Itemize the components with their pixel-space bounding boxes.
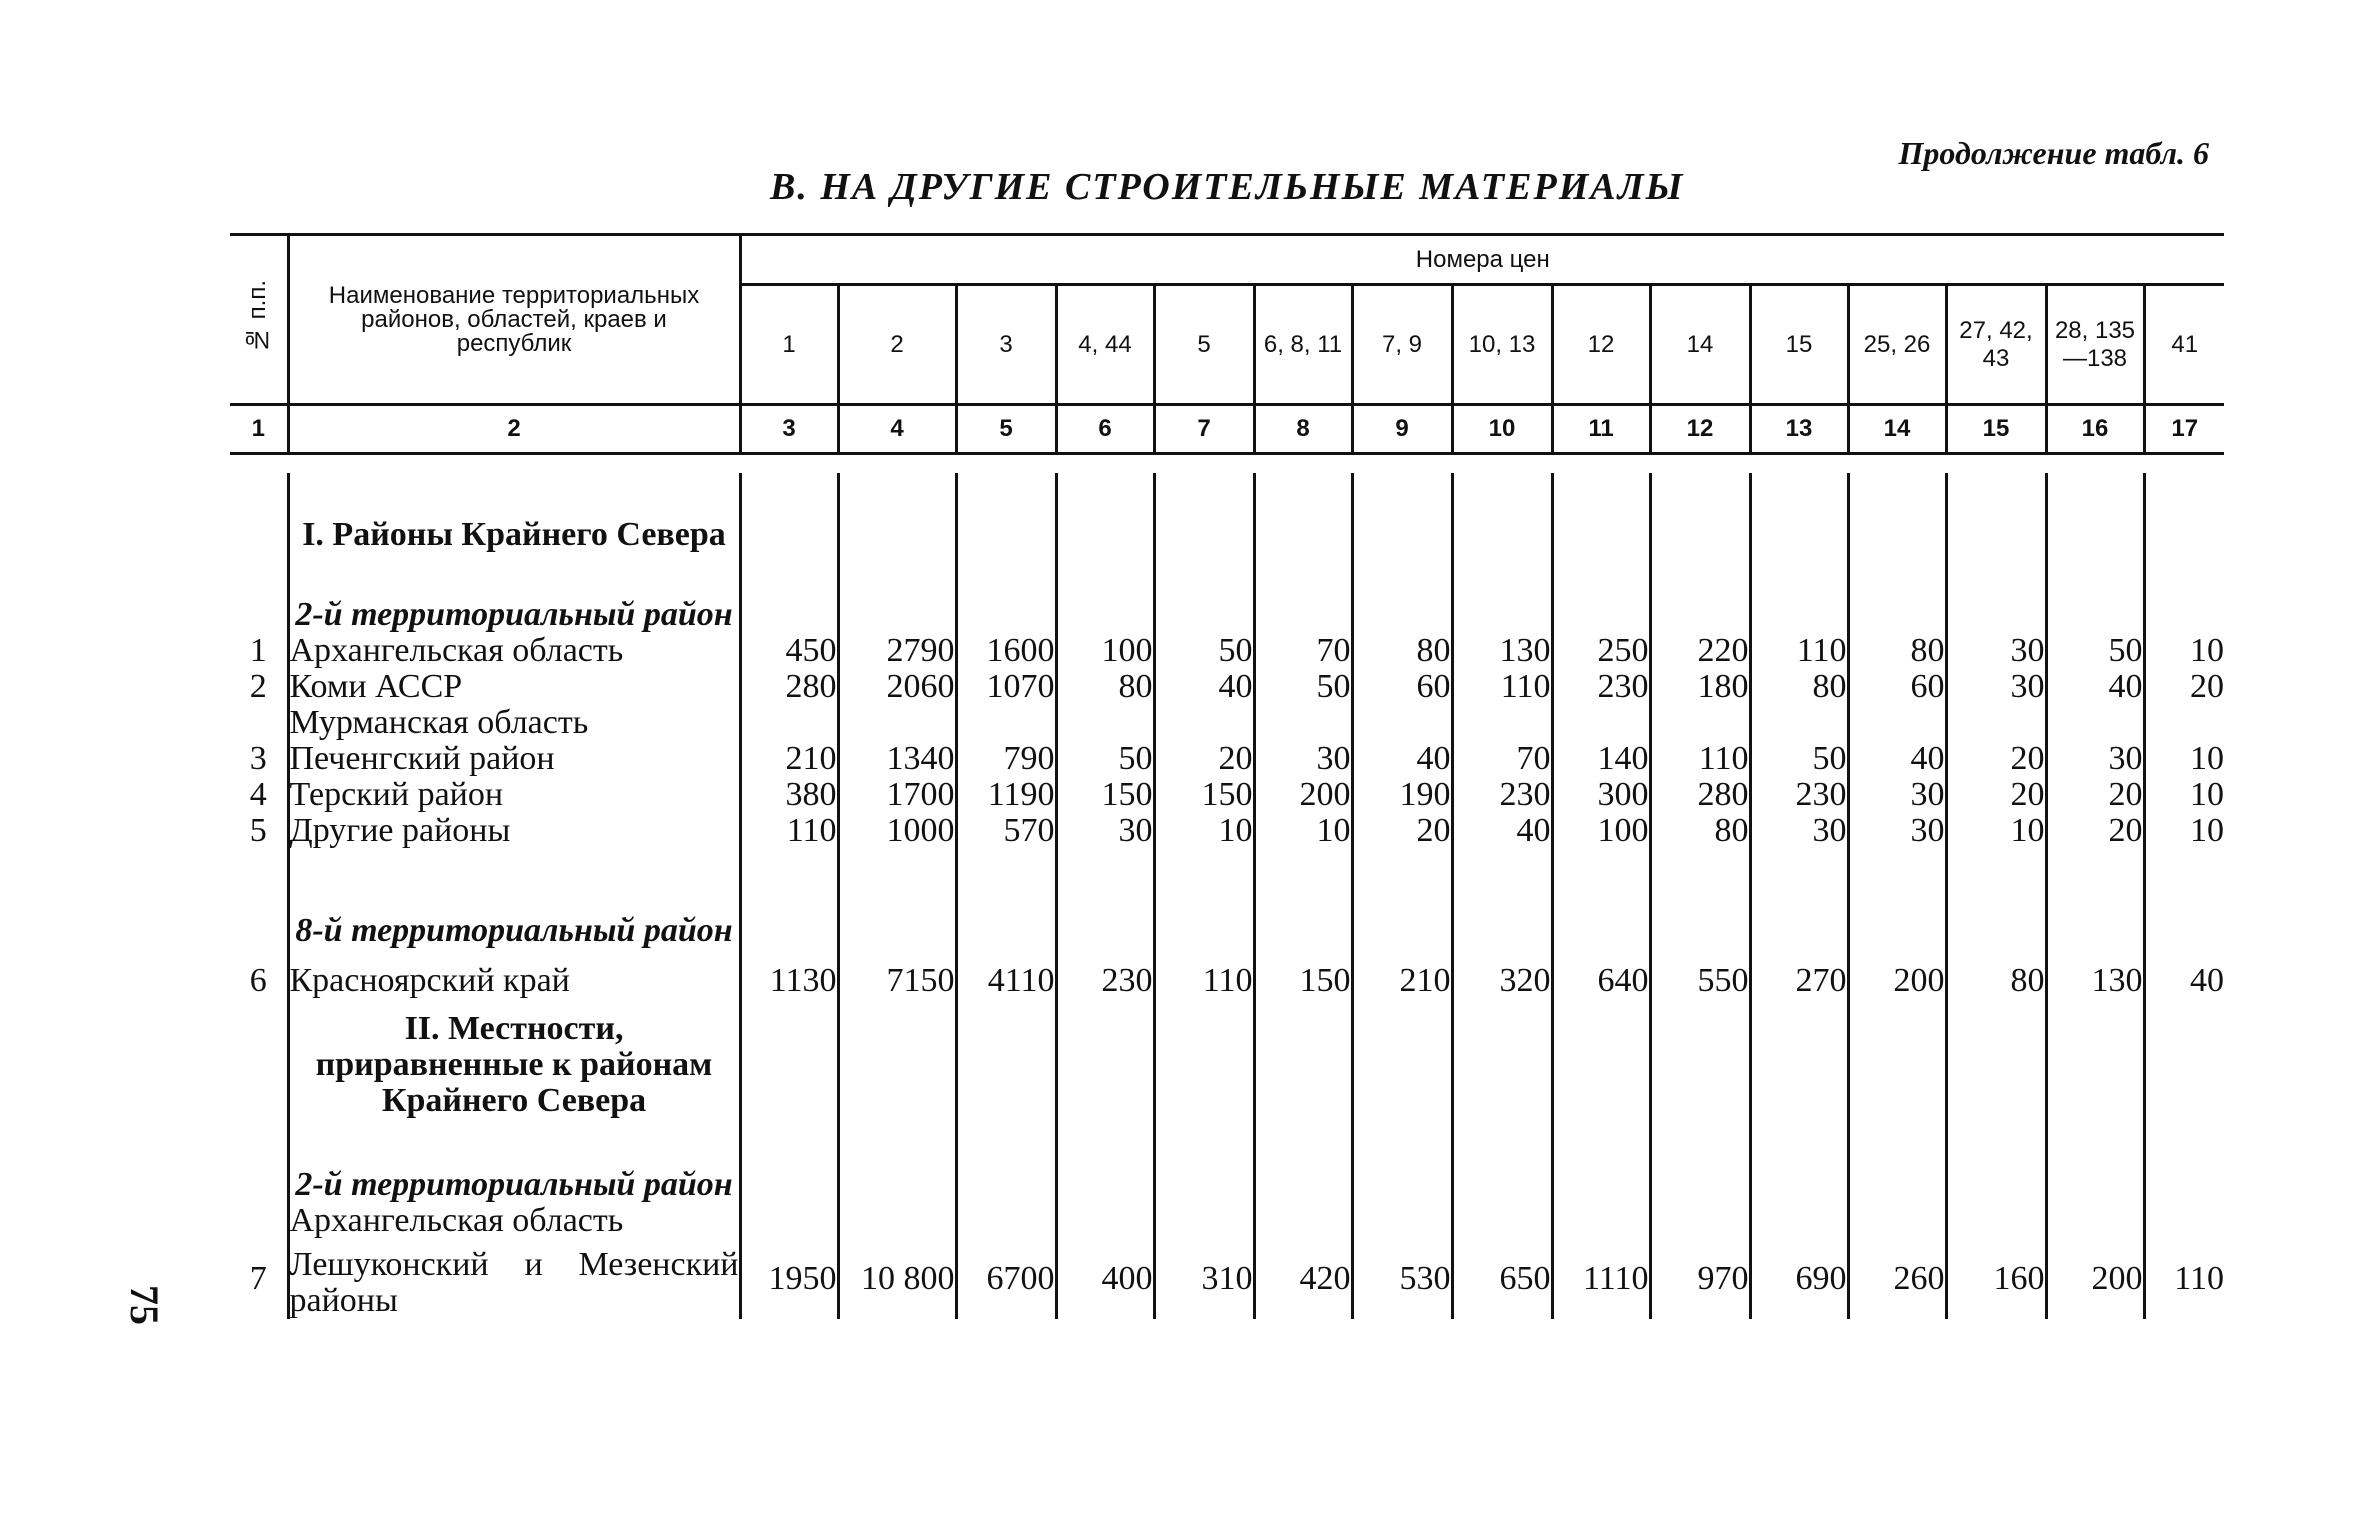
col-name-header: Наименование территориальных районов, областей, краев и республик: [288, 235, 740, 405]
col-number: 16: [2046, 405, 2144, 454]
price-cell: 10: [1946, 813, 2046, 849]
region-group-label: Архангельская область: [288, 1203, 740, 1239]
region-name: Лешуконский и Мезенский районы: [288, 1239, 740, 1319]
table-row: [230, 777, 2224, 813]
price-col-header: 27, 42, 43: [1946, 285, 2046, 405]
price-cell: 80: [1848, 633, 1946, 669]
price-cell: 40: [1452, 813, 1552, 849]
price-cell: 80: [1946, 949, 2046, 999]
col-number: 14: [1848, 405, 1946, 454]
section-row: [230, 473, 2224, 553]
price-cell: 230: [1452, 777, 1552, 813]
price-cell: 140: [1552, 741, 1650, 777]
price-cell: 250: [1552, 633, 1650, 669]
group-label-row: [230, 705, 2224, 741]
price-cell: 50: [1254, 669, 1352, 705]
price-cell: 200: [1848, 949, 1946, 999]
price-cell: 80: [1352, 633, 1452, 669]
col-number: 5: [956, 405, 1056, 454]
price-cell: 1190: [956, 777, 1056, 813]
price-cell: 150: [1056, 777, 1154, 813]
price-cell: 300: [1552, 777, 1650, 813]
col-number: 2: [288, 405, 740, 454]
price-cell: 210: [740, 741, 838, 777]
subsection-heading: 2-й территориальный район: [288, 1119, 740, 1203]
price-cell: 230: [1750, 777, 1848, 813]
col-number: 3: [740, 405, 838, 454]
price-cell: 150: [1154, 777, 1254, 813]
price-cell: 210: [1352, 949, 1452, 999]
price-cell: 310: [1154, 1239, 1254, 1319]
table-row: [230, 633, 2224, 669]
region-name: Терский район: [288, 777, 740, 813]
region-name: Архангельская область: [288, 633, 740, 669]
price-cell: 40: [1154, 669, 1254, 705]
price-cell: 180: [1650, 669, 1750, 705]
price-cell: 650: [1452, 1239, 1552, 1319]
price-cell: 80: [1650, 813, 1750, 849]
price-cell: 30: [1056, 813, 1154, 849]
price-cell: 50: [1056, 741, 1154, 777]
price-cell: 80: [1750, 669, 1848, 705]
price-cell: 110: [1750, 633, 1848, 669]
price-col-header: 25, 26: [1848, 285, 1946, 405]
price-cell: 260: [1848, 1239, 1946, 1319]
price-col-header: 10, 13: [1452, 285, 1552, 405]
col-number: 4: [838, 405, 956, 454]
price-cell: 20: [1352, 813, 1452, 849]
subsection-row: [230, 849, 2224, 949]
price-cell: 550: [1650, 949, 1750, 999]
price-cell: 280: [1650, 777, 1750, 813]
price-cell: 190: [1352, 777, 1452, 813]
price-cell: 220: [1650, 633, 1750, 669]
price-cell: 30: [1750, 813, 1848, 849]
price-cell: 160: [1946, 1239, 2046, 1319]
subsection-heading: 8-й территориальный район: [288, 849, 740, 949]
price-cell: 30: [1946, 633, 2046, 669]
price-cell: 10: [1254, 813, 1352, 849]
price-cell: 2790: [838, 633, 956, 669]
price-cell: 40: [1848, 741, 1946, 777]
row-number: 1: [249, 632, 267, 669]
price-cell: 1000: [838, 813, 956, 849]
price-col-header: 41: [2144, 285, 2224, 405]
price-cell: 790: [956, 741, 1056, 777]
price-cell: 70: [1254, 633, 1352, 669]
price-cell: 110: [1154, 949, 1254, 999]
col-number: 11: [1552, 405, 1650, 454]
region-group-label: Мурманская область: [288, 705, 740, 741]
price-cell: 570: [956, 813, 1056, 849]
price-cell: 690: [1750, 1239, 1848, 1319]
table-row: [230, 1239, 2224, 1319]
col-number: 6: [1056, 405, 1154, 454]
price-cell: 100: [1056, 633, 1154, 669]
table-row: [230, 741, 2224, 777]
price-cell: 100: [1552, 813, 1650, 849]
region-name: Красноярский край: [288, 949, 740, 999]
subsection-row: [230, 553, 2224, 633]
col-number: 8: [1254, 405, 1352, 454]
region-name: Печенгский район: [288, 741, 740, 777]
col-number: 9: [1352, 405, 1452, 454]
table-row: [230, 669, 2224, 705]
price-cell: 10: [2144, 741, 2224, 777]
price-cell: 2060: [838, 669, 956, 705]
price-cell: 10: [2144, 777, 2224, 813]
price-col-header: 5: [1154, 285, 1254, 405]
row-number: 4: [249, 776, 267, 813]
price-cell: 4110: [956, 949, 1056, 999]
col-number: 13: [1750, 405, 1848, 454]
price-cell: 420: [1254, 1239, 1352, 1319]
price-cell: 1600: [956, 633, 1056, 669]
price-cell: 20: [1154, 741, 1254, 777]
table-title: В. НА ДРУГИЕ СТРОИТЕЛЬНЫЕ МАТЕРИАЛЫ: [770, 166, 1685, 208]
price-col-header: 28, 135—138: [2046, 285, 2144, 405]
price-cell: 30: [1848, 777, 1946, 813]
price-cell: 1070: [956, 669, 1056, 705]
price-cell: 30: [1946, 669, 2046, 705]
price-cell: 60: [1848, 669, 1946, 705]
price-table: [230, 233, 2224, 1319]
col-number: 10: [1452, 405, 1552, 454]
price-cell: 450: [740, 633, 838, 669]
price-cell: 40: [2144, 949, 2224, 999]
price-cell: 1950: [740, 1239, 838, 1319]
price-cell: 20: [2144, 669, 2224, 705]
price-cell: 80: [1056, 669, 1154, 705]
price-col-header: 4, 44: [1056, 285, 1154, 405]
price-cell: 640: [1552, 949, 1650, 999]
price-cell: 200: [2046, 1239, 2144, 1319]
price-cell: 1700: [838, 777, 956, 813]
price-col-header: 6, 8, 11: [1254, 285, 1352, 405]
price-cell: 400: [1056, 1239, 1154, 1319]
price-cell: 30: [1254, 741, 1352, 777]
price-cell: 110: [1452, 669, 1552, 705]
price-cell: 150: [1254, 949, 1352, 999]
price-cell: 20: [2046, 813, 2144, 849]
price-col-header: 7, 9: [1352, 285, 1452, 405]
section-row: [230, 999, 2224, 1119]
page-number: 75: [122, 1285, 167, 1325]
price-cell: 10: [2144, 813, 2224, 849]
price-cell: 6700: [956, 1239, 1056, 1319]
price-cell: 280: [740, 669, 838, 705]
price-cell: 110: [740, 813, 838, 849]
col-number: 7: [1154, 405, 1254, 454]
price-cell: 20: [1946, 741, 2046, 777]
price-cell: 970: [1650, 1239, 1750, 1319]
price-cell: 40: [2046, 669, 2144, 705]
price-cell: 130: [2046, 949, 2144, 999]
price-cell: 50: [1750, 741, 1848, 777]
price-col-header: 3: [956, 285, 1056, 405]
price-col-header: 12: [1552, 285, 1650, 405]
price-cell: 1110: [1552, 1239, 1650, 1319]
price-col-header: 1: [740, 285, 838, 405]
row-number: 7: [249, 1260, 267, 1297]
price-cell: 20: [2046, 777, 2144, 813]
price-cell: 60: [1352, 669, 1452, 705]
table-row: [230, 949, 2224, 999]
region-name: Другие районы: [288, 813, 740, 849]
price-cell: 20: [1946, 777, 2046, 813]
price-cell: 50: [1154, 633, 1254, 669]
table-row: [230, 813, 2224, 849]
price-cell: 230: [1552, 669, 1650, 705]
price-cell: 30: [1848, 813, 1946, 849]
price-cell: 110: [2144, 1239, 2224, 1319]
price-cell: 380: [740, 777, 838, 813]
price-cell: 110: [1650, 741, 1750, 777]
price-cell: 130: [1452, 633, 1552, 669]
price-cell: 1340: [838, 741, 956, 777]
col-number: 15: [1946, 405, 2046, 454]
col-number: 1: [230, 405, 288, 454]
price-cell: 230: [1056, 949, 1154, 999]
price-col-header: 14: [1650, 285, 1750, 405]
price-cell: 270: [1750, 949, 1848, 999]
price-cell: 40: [1352, 741, 1452, 777]
price-col-header: 2: [838, 285, 956, 405]
col-number: 12: [1650, 405, 1750, 454]
price-cell: 320: [1452, 949, 1552, 999]
price-col-header: 15: [1750, 285, 1848, 405]
price-cell: 200: [1254, 777, 1352, 813]
section-heading: I. Районы Крайнего Севера: [288, 473, 740, 553]
row-number: 3: [249, 740, 267, 777]
continuation-label: Продолжение табл. 6: [1898, 135, 2209, 171]
col-no-header: № п.п.: [230, 235, 288, 405]
row-number: 2: [249, 668, 267, 705]
price-numbers-group-header: Номера цен: [740, 235, 2224, 285]
price-cell: 7150: [838, 949, 956, 999]
price-cell: 30: [2046, 741, 2144, 777]
row-number: 6: [249, 962, 267, 999]
price-cell: 50: [2046, 633, 2144, 669]
price-cell: 10 800: [838, 1239, 956, 1319]
subsection-heading: 2-й территориальный район: [288, 553, 740, 633]
price-cell: 70: [1452, 741, 1552, 777]
row-number: 5: [249, 812, 267, 849]
price-cell: 10: [2144, 633, 2224, 669]
col-number: 17: [2144, 405, 2224, 454]
price-cell: 530: [1352, 1239, 1452, 1319]
group-label-row: [230, 1203, 2224, 1239]
price-cell: 10: [1154, 813, 1254, 849]
price-cell: 1130: [740, 949, 838, 999]
subsection-row: [230, 1119, 2224, 1203]
section-heading: II. Местности, приравненные к районам Крайнего Севера: [288, 999, 740, 1119]
region-name: Коми АССР: [288, 669, 740, 705]
